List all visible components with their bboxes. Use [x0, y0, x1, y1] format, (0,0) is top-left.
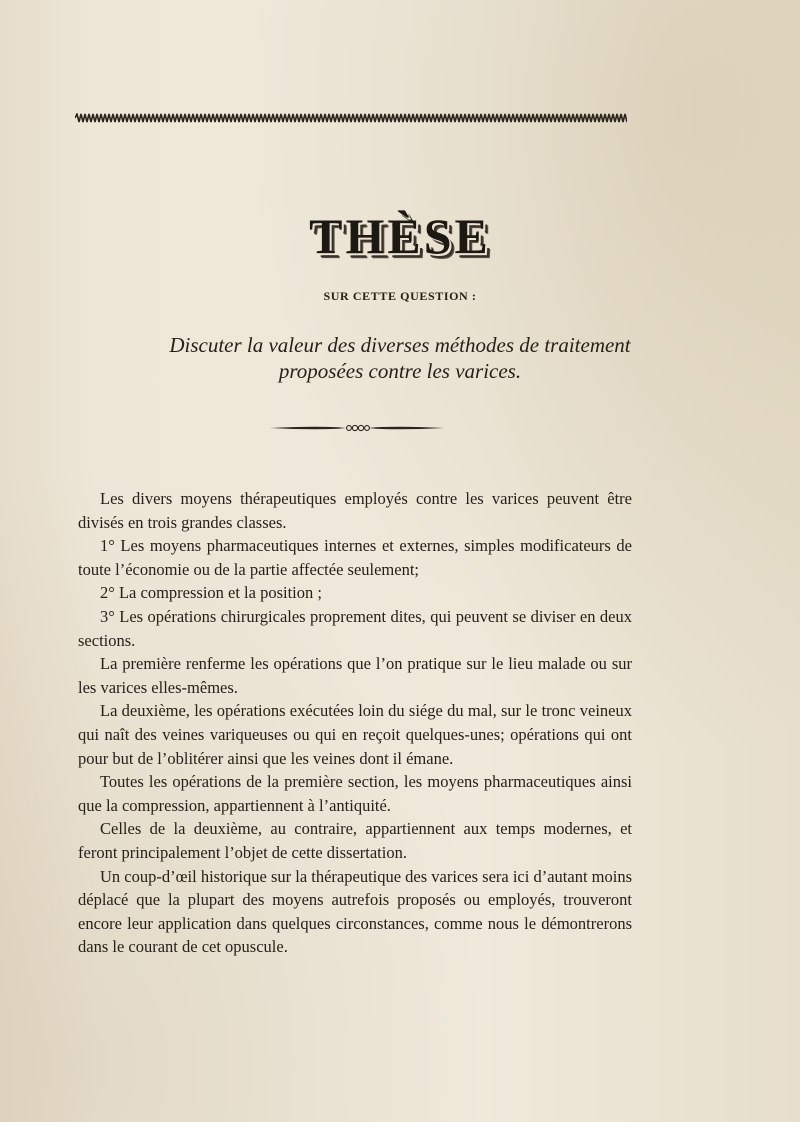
page-title: THÈSE	[309, 208, 491, 264]
body-text	[78, 487, 632, 959]
subtitle: SUR CETTE QUESTION :	[323, 289, 477, 303]
question-line-1: Discuter la valeur des diverses méthodes de traitement	[169, 333, 631, 357]
paragraph: La deuxième, les opérations exécutées loin du siége du mal, sur le tronc veineux qui naît des veines variqueuses ou qui en reçoit quelques-unes; opérations qui ont pour but de l’oblitérer ainsi que les veines dont il émane.	[78, 701, 632, 768]
paragraph: Un coup-d’œil historique sur la thérapeutique des varices sera ici d’autant moins déplacé que la plupart des moyens autrefois proposés ou employés, trouveront encore leur application dans quelques circonstances, comme nous le démontrerons dans le courant de cet opuscule.	[78, 866, 632, 957]
paragraph: Celles de la deuxième, au contraire, appartiennent aux temps modernes, et feront principalement l’objet de cette dissertation.	[78, 819, 632, 862]
divider-ornament	[268, 422, 446, 434]
paragraph: Toutes les opérations de la première section, les moyens pharmaceutiques ainsi que la compression, appartiennent à l’antiquité.	[78, 772, 632, 815]
wavy-rule-ornament	[75, 113, 627, 123]
paragraph: La première renferme les opérations que l’on pratique sur le lieu malade ou sur les varices elles-mêmes.	[78, 654, 632, 697]
paragraph: Les divers moyens thérapeutiques employés contre les varices peuvent être divisés en trois grandes classes.	[78, 489, 632, 532]
paragraph: 1° Les moyens pharmaceutiques internes et externes, simples modificateurs de toute l’économie ou de la partie affectée seulement;	[78, 536, 632, 579]
paragraph: 2° La compression et la position ;	[100, 583, 322, 603]
thesis-question	[80, 332, 720, 384]
paragraph: 3° Les opérations chirurgicales proprement dites, qui peuvent se diviser en deux sections.	[78, 606, 632, 650]
question-line-2: proposées contre les varices.	[278, 359, 522, 383]
